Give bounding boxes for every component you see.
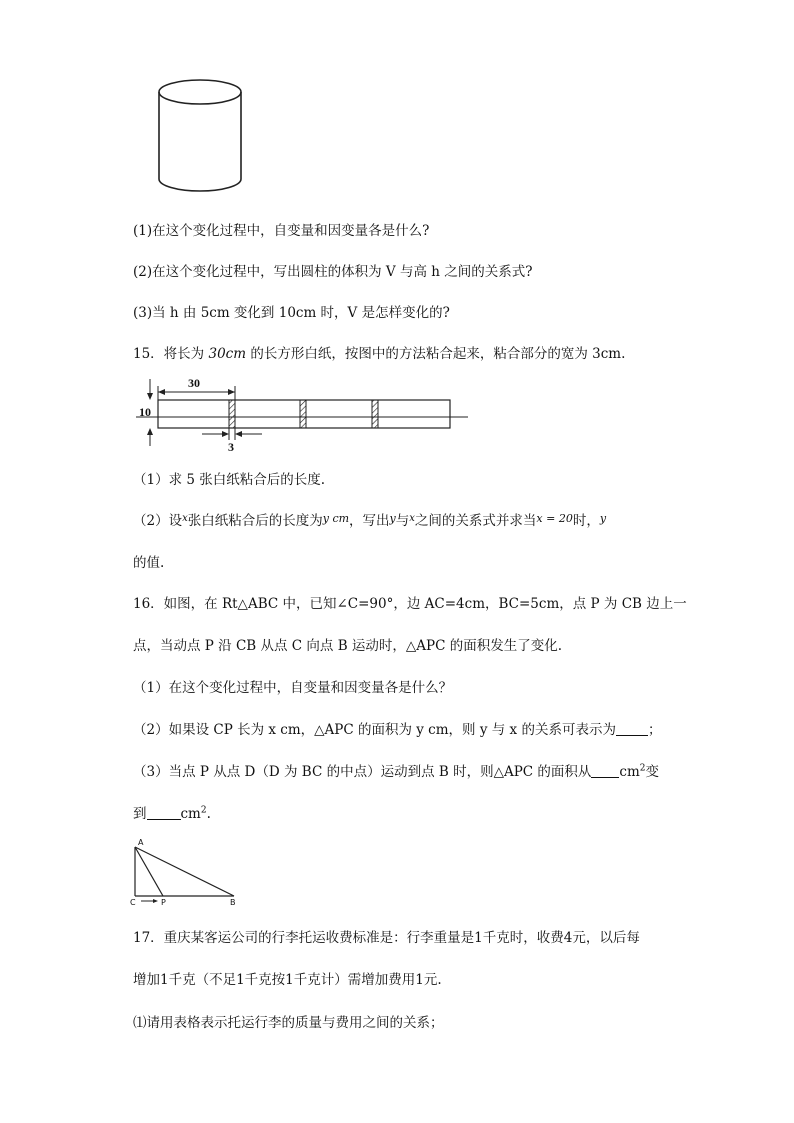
q15-sub2-x2: x: [409, 513, 415, 524]
dim-30-arrow-left: [158, 389, 165, 395]
q15-sub2-y3: y: [599, 512, 607, 525]
dim-10-arrowhead-top: [147, 393, 153, 400]
q15-stem-width: 3cm: [592, 346, 622, 362]
q15-sub2-eq: x = 20: [536, 512, 573, 525]
dim-30-label: 30: [188, 376, 200, 390]
arrow-c-to-p-head: [153, 899, 158, 903]
cylinder-bottom-arc: [159, 179, 241, 191]
q15-sub2-f: 时，: [572, 513, 600, 529]
dim-3-label: 3: [228, 440, 234, 454]
q16-sub2-end: ；: [647, 722, 662, 738]
q16-stem-line1: 16．如图，在 Rt△ABC 中，已知∠C=90°，边 AC=4cm，BC=5cm，点 P 为 CB 边上一: [133, 596, 687, 612]
q15-sub2-x: x: [182, 513, 188, 524]
q15-stem-pre: 15．将长为: [133, 346, 209, 362]
q16-sub3-cont: [133, 802, 211, 822]
q16-sub2: [133, 718, 661, 738]
label-b: B: [230, 898, 236, 907]
label-p: P: [161, 898, 166, 907]
q16-sub2-answer-blank[interactable]: [616, 722, 648, 737]
q17-sub1: ⑴请用表格表示托运行李的质量与费用之间的关系；: [133, 1015, 444, 1031]
triangle-figure: [126, 834, 244, 908]
q15-stem: [133, 342, 625, 362]
cylinder-top-ellipse: [159, 80, 241, 104]
q15-sub2-b: 张白纸粘合后的长度为: [187, 513, 323, 529]
dim-30-arrow-right: [228, 389, 235, 395]
overlap-1: [229, 400, 235, 428]
q16-sub3-b: 变: [645, 764, 660, 780]
q15-stem-length: 30cm: [208, 346, 247, 362]
q17-stem-line1: 17．重庆某客运公司的行李托运收费标准是：行李重量是1千克时，收费4元，以后每: [133, 930, 640, 946]
dim-10-label: 10: [139, 405, 151, 419]
q16-sub3-c: 到: [133, 806, 147, 822]
q15-sub2-y: y cm: [322, 512, 350, 525]
q15-sub2-e: 之间的关系式并求当: [414, 513, 537, 529]
dim-10-arrowhead-bottom: [147, 428, 153, 435]
q16-sub3-sup: 2: [639, 763, 646, 774]
q15-sub2-d: 与: [395, 513, 410, 529]
q16-sub3-unit-2: cm: [180, 806, 201, 822]
q15-sub2-cont: 的值.: [133, 555, 165, 571]
label-a: A: [138, 838, 144, 847]
cylinder-figure: [150, 76, 250, 196]
dim-3-arrowhead-right: [235, 431, 242, 437]
q15-sub2-y2: y: [389, 512, 396, 525]
q16-sub3-unit: cm: [619, 764, 640, 780]
q14-sub1: (1)在这个变化过程中，自变量和因变量各是什么?: [133, 223, 430, 239]
overlap-3: [372, 400, 378, 428]
q15-sub1: （1）求 5 张白纸粘合后的长度.: [133, 472, 326, 488]
q16-sub2-text: （2）如果设 CP 长为 x cm，△APC 的面积为 y cm，则 y 与 x 的关系可表示为: [133, 722, 616, 738]
q16-stem-line2: 点，当动点 P 沿 CB 从点 C 向点 B 运动时，△APC 的面积发生了变化.: [133, 638, 563, 654]
q16-sub3-text: （3）当点 P 从点 D（D 为 BC 的中点）运动到点 B 时，则△APC 的面积从: [133, 764, 592, 780]
q15-sub2-c: ，写出: [349, 513, 390, 529]
q15-sub2: [133, 509, 606, 529]
dim-3-arrowhead-left: [222, 431, 229, 437]
label-c: C: [130, 898, 136, 907]
q15-sub2-a: （2）设: [133, 513, 183, 529]
q16-sub3-blank-to[interactable]: [147, 806, 181, 821]
q16-sub3-d: .: [206, 806, 211, 822]
q16-sub3-blank-from[interactable]: [591, 764, 619, 779]
q14-sub2: (2)在这个变化过程中，写出圆柱的体积为 V 与高 h 之间的关系式?: [133, 264, 533, 280]
q15-stem-end: .: [621, 346, 626, 362]
q16-sub3: [133, 760, 659, 780]
q14-sub3: (3)当 h 由 5cm 变化到 10cm 时，V 是怎样变化的?: [133, 305, 450, 321]
q16-sub3-sup-2: 2: [200, 805, 207, 816]
q15-stem-mid: 的长方形白纸，按图中的方法粘合起来，粘合部分的宽为: [246, 346, 593, 362]
paper-strip-figure: [128, 374, 470, 454]
side-ab: [135, 847, 234, 896]
q16-sub1: （1）在这个变化过程中，自变量和因变量各是什么？: [133, 680, 453, 696]
overlap-2: [300, 400, 306, 428]
q17-stem-line2: 增加1千克（不足1千克按1千克计）需增加费用1元.: [133, 972, 442, 988]
